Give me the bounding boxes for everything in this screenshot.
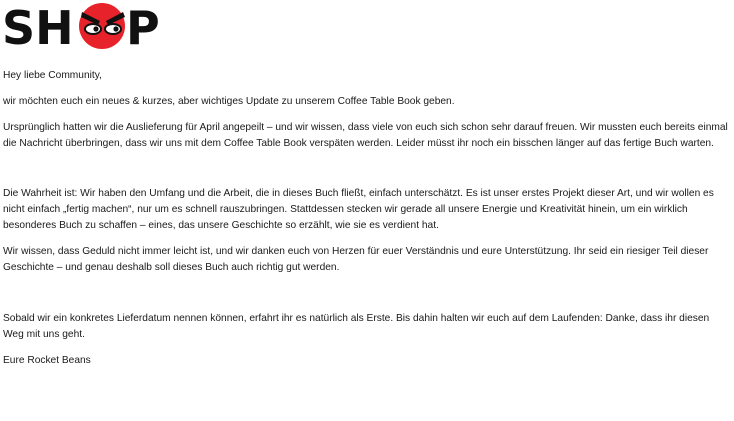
shop-logo[interactable] [2,2,168,50]
delivery-date-paragraph: Sobald wir ein konkretes Lieferdatum nennen können, erfahrt ihr es natürlich als Erste. Bis dahin halten wir euch auf dem Laufenden: Danke, dass ihr diesen Weg mit uns geht. [3,313,710,340]
message-body [3,68,730,369]
delay-paragraph: Ursprünglich hatten wir die Auslieferung für April angepeilt – und wir wissen, dass viele von euch sich schon sehr darauf freuen. Wir mussten euch bereits einmal die Nachricht überbringen, dass wir uns mit dem Coffee Table Book verspäten werden. Leider müsst ihr noch ein bisschen länger auf das fertige Buch warten. [3,122,728,149]
greeting-text: Hey liebe Community, [3,70,102,81]
angry-eyes-icon [79,3,125,49]
signoff-text: Eure Rocket Beans [3,355,91,366]
logo-text-right: P [126,2,160,50]
intro-paragraph: wir möchten euch ein neues & kurzes, aber wichtiges Update zu unserem Coffee Table Book geben. [3,96,455,107]
truth-paragraph: Die Wahrheit ist: Wir haben den Umfang und die Arbeit, die in dieses Buch fließt, einfach unterschätzt. Es ist unser erstes Projekt dieser Art, und wir wollen es nicht einfach „fertig machen“, nur um es schnell rauszubringen. Stattdessen stecken wir gerade all unsere Energie und Kreativität hinein, um ein wirklich besonderes Buch zu schaffen – eines, das unsere Geschichte so erzählt, wie sie es verdient hat. [3,188,714,231]
logo-text-left: SH [2,2,74,50]
header [2,2,168,50]
thanks-paragraph: Wir wissen, dass Geduld nicht immer leicht ist, und wir danken euch von Herzen für euer Verständnis und eure Unterstützung. Ihr seid ein riesiger Teil dieser Geschichte – und genau deshalb soll dieses Buch auch richtig gut werden. [3,246,709,273]
